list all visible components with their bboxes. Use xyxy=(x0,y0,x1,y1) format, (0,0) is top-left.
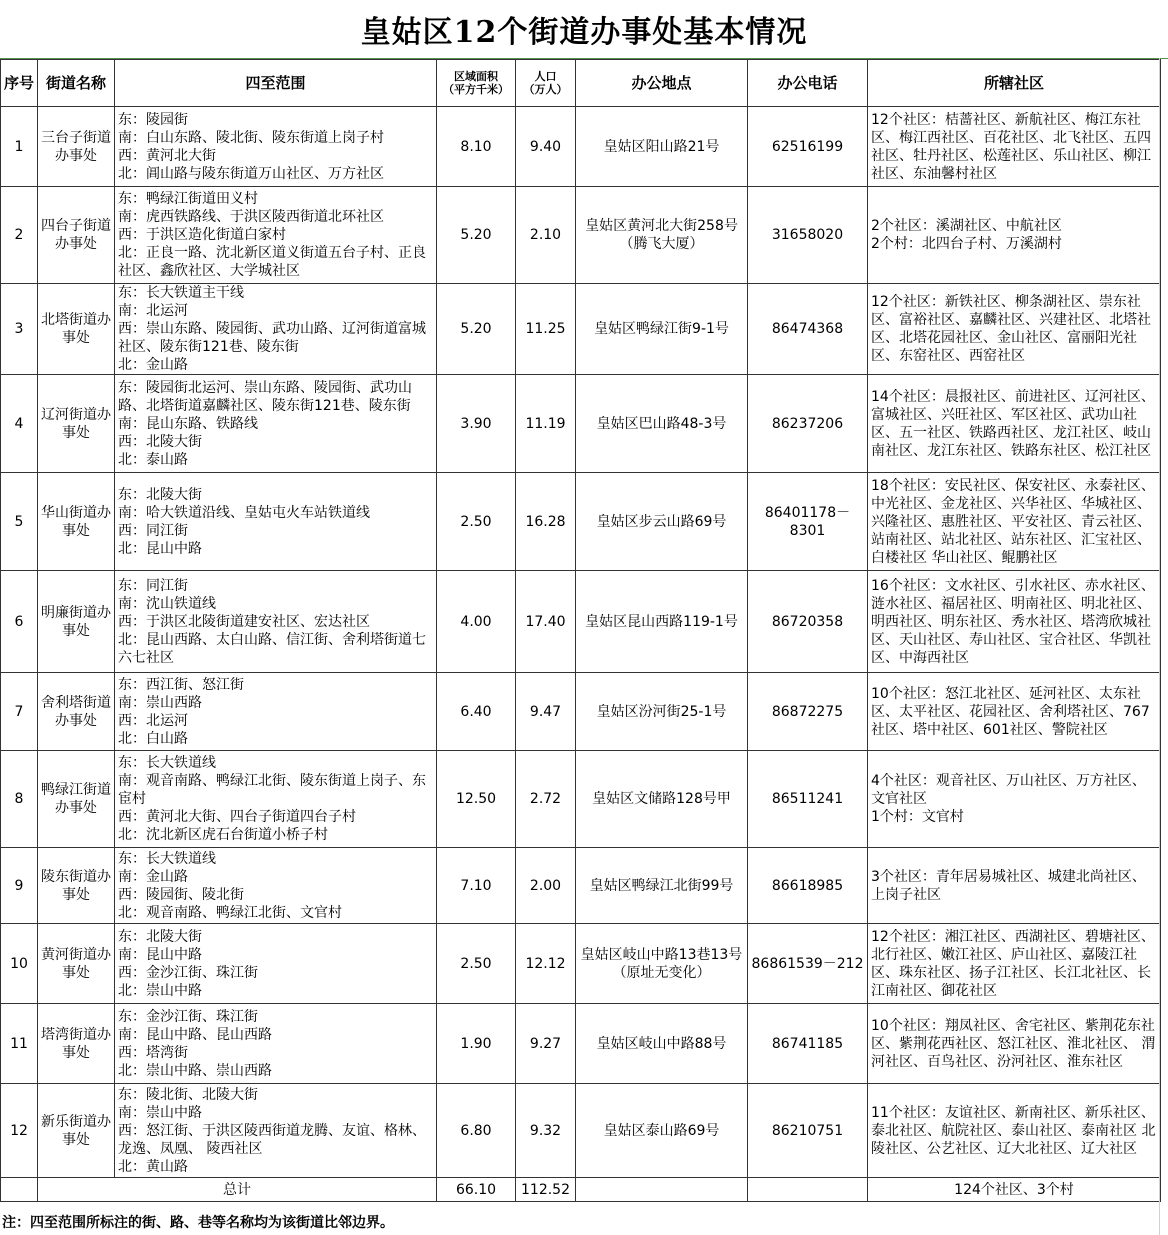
row-index: 9 xyxy=(1,848,38,924)
row-phone: 86474368 xyxy=(748,284,868,375)
row-area: 2.50 xyxy=(437,473,516,571)
row-office: 皇姑区步云山路69号 xyxy=(576,473,748,571)
row-name: 陵东街道办事处 xyxy=(38,848,115,924)
row-communities: 14个社区：晨报社区、前进社区、辽河社区、富城社区、兴旺社区、军区社区、武功山社区、五一社区、铁路西社区、龙江社区、岐山南社区、龙江东社区、铁路东社区、松江社区 xyxy=(868,375,1161,473)
row-communities: 18个社区：安民社区、保安社区、永泰社区、中光社区、金龙社区、兴华社区、华城社区、兴隆社区、惠胜社区、平安社区、青云社区、站南社区、站北社区、站东社区、汇宝社区、白楼社区 华山社区、鲲鹏社区 xyxy=(868,473,1161,571)
row-office: 皇姑区岐山中路13巷13号 （原址无变化） xyxy=(576,924,748,1004)
row-communities: 10个社区：翔凤社区、舍宅社区、紫荆花东社区、紫荆花西社区、怒江社区、淮北社区、 渭河社区、百鸟社区、汾河社区、淮东社区 xyxy=(868,1004,1161,1084)
row-population: 12.12 xyxy=(516,924,576,1004)
table-row xyxy=(1,1084,1161,1178)
row-boundary: 东：长大铁道线 南：金山路 西：陵园街、陵北街 北：观音南路、鸭绿江北街、文官村 xyxy=(115,848,437,924)
table-row xyxy=(1,107,1161,187)
page-title: 皇姑区12个街道办事处基本情况 xyxy=(360,15,808,50)
row-index: 7 xyxy=(1,673,38,751)
header-area xyxy=(437,60,516,107)
row-area: 7.10 xyxy=(437,848,516,924)
row-population: 2.72 xyxy=(516,751,576,848)
table-row xyxy=(1,751,1161,848)
row-area: 6.40 xyxy=(437,673,516,751)
row-phone: 86872275 xyxy=(748,673,868,751)
table-body xyxy=(1,107,1161,1178)
header-name: 街道名称 xyxy=(38,60,115,107)
row-boundary: 东：鸭绿江街道田义村 南：虎西铁路线、于洪区陵西街道北环社区 西：于洪区造化街道白家村 北：正良一路、沈北新区道义街道五台子村、正良社区、鑫欣社区、大学城社区 xyxy=(115,187,437,284)
header-population xyxy=(516,60,576,107)
row-office: 皇姑区黄河北大街258号 （腾飞大厦） xyxy=(576,187,748,284)
row-phone: 86618985 xyxy=(748,848,868,924)
header-row xyxy=(1,60,1161,107)
row-index: 11 xyxy=(1,1004,38,1084)
row-boundary: 东：同江街 南：沈山铁道线 西：于洪区北陵街道建安社区、宏达社区 北：昆山西路、太白山路、信江街、舍利塔街道七六七社区 xyxy=(115,571,437,673)
row-office: 皇姑区鸭绿江街9-1号 xyxy=(576,284,748,375)
sheet-grid-edge xyxy=(1159,58,1168,1235)
row-population: 11.19 xyxy=(516,375,576,473)
title-row xyxy=(0,0,1168,59)
row-population: 9.47 xyxy=(516,673,576,751)
row-communities: 16个社区：文水社区、引水社区、赤水社区、涟水社区、福居社区、明南社区、明北社区、明西社区、明东社区、秀水社区、塔湾欣城社区、天山社区、寿山社区、宝合社区、华凯社区、中海西社区 xyxy=(868,571,1161,673)
row-phone: 86861539－212 xyxy=(748,924,868,1004)
row-communities: 11个社区：友谊社区、新南社区、新乐社区、泰北社区、航院社区、泰山社区、泰南社区 北陵社区、公艺社区、辽大北社区、辽大社区 xyxy=(868,1084,1161,1178)
row-index: 2 xyxy=(1,187,38,284)
row-office: 皇姑区汾河街25-1号 xyxy=(576,673,748,751)
row-index: 1 xyxy=(1,107,38,187)
row-area: 8.10 xyxy=(437,107,516,187)
header-communities: 所辖社区 xyxy=(868,60,1161,107)
row-name: 明廉街道办事处 xyxy=(38,571,115,673)
row-phone: 86401178－8301 xyxy=(748,473,868,571)
row-area: 3.90 xyxy=(437,375,516,473)
header-boundary: 四至范围 xyxy=(115,60,437,107)
row-phone: 86237206 xyxy=(748,375,868,473)
table-row xyxy=(1,1004,1161,1084)
row-population: 9.32 xyxy=(516,1084,576,1178)
row-communities: 10个社区：怒江北社区、延河社区、太东社区、太平社区、花园社区、舍利塔社区、767社区、塔中社区、601社区、警院社区 xyxy=(868,673,1161,751)
row-phone: 31658020 xyxy=(748,187,868,284)
row-name: 北塔街道办事处 xyxy=(38,284,115,375)
row-population: 9.27 xyxy=(516,1004,576,1084)
row-communities: 2个社区：溪湖社区、中航社区 2个村：北四台子村、万溪湖村 xyxy=(868,187,1161,284)
row-area: 4.00 xyxy=(437,571,516,673)
table-row xyxy=(1,924,1161,1004)
row-communities: 12个社区：湘江社区、西湖社区、碧塘社区、北行社区、嫩江社区、庐山社区、嘉陵江社区、珠东社区、扬子江社区、长江北社区、长江南社区、御花社区 xyxy=(868,924,1161,1004)
row-area: 2.50 xyxy=(437,924,516,1004)
row-name: 辽河街道办事处 xyxy=(38,375,115,473)
table-row xyxy=(1,284,1161,375)
row-communities: 4个社区：观音社区、万山社区、万方社区、文官社区 1个村：文官村 xyxy=(868,751,1161,848)
row-boundary: 东：西江街、怒江街 南：崇山西路 西：北运河 北：白山路 xyxy=(115,673,437,751)
table-row xyxy=(1,673,1161,751)
row-office: 皇姑区岐山中路88号 xyxy=(576,1004,748,1084)
total-population: 112.52 xyxy=(516,1178,576,1202)
total-office-cell xyxy=(576,1178,748,1202)
row-index: 5 xyxy=(1,473,38,571)
row-phone: 86210751 xyxy=(748,1084,868,1178)
row-population: 11.25 xyxy=(516,284,576,375)
row-boundary: 东：北陵大街 南：昆山中路 西：金沙江街、珠江街 北：崇山中路 xyxy=(115,924,437,1004)
row-boundary: 东：陵北街、北陵大街 南：崇山中路 西：怒江街、于洪区陵西街道龙腾、友谊、格林、龙逸、凤凰、 陵西社区 北：黄山路 xyxy=(115,1084,437,1178)
row-index: 4 xyxy=(1,375,38,473)
row-index: 10 xyxy=(1,924,38,1004)
total-label: 总计 xyxy=(38,1178,437,1202)
row-name: 华山街道办事处 xyxy=(38,473,115,571)
row-office: 皇姑区文储路128号甲 xyxy=(576,751,748,848)
row-boundary: 东：北陵大街 南：哈大铁道沿线、皇姑屯火车站铁道线 西：同江街 北：昆山中路 xyxy=(115,473,437,571)
total-index-cell xyxy=(1,1178,38,1202)
row-communities: 3个社区：青年居易城社区、城建北尚社区、上岗子社区 xyxy=(868,848,1161,924)
row-boundary: 东：陵园街 南：白山东路、陵北街、陵东街道上岗子村 西：黄河北大街 北：阊山路与陵东街道万山社区、万方社区 xyxy=(115,107,437,187)
row-phone: 62516199 xyxy=(748,107,868,187)
row-name: 新乐街道办事处 xyxy=(38,1084,115,1178)
row-index: 6 xyxy=(1,571,38,673)
row-population: 17.40 xyxy=(516,571,576,673)
row-index: 8 xyxy=(1,751,38,848)
header-phone: 办公电话 xyxy=(748,60,868,107)
footnote: 注：四至范围所标注的街、路、巷等名称均为该街道比邻边界。 xyxy=(2,1215,394,1231)
table-row xyxy=(1,375,1161,473)
row-boundary: 东：金沙江街、珠江街 南：昆山中路、昆山西路 西：塔湾街 北：崇山中路、崇山西路 xyxy=(115,1004,437,1084)
row-phone: 86720358 xyxy=(748,571,868,673)
row-communities: 12个社区：桔蔷社区、新航社区、梅江东社区、梅江西社区、百花社区、北飞社区、五四社区、牡丹社区、松莲社区、乐山社区、柳江社区、东油馨村社区 xyxy=(868,107,1161,187)
row-index: 12 xyxy=(1,1084,38,1178)
row-office: 皇姑区巴山路48-3号 xyxy=(576,375,748,473)
header-pop-line2: （万人） xyxy=(523,83,568,96)
row-population: 16.28 xyxy=(516,473,576,571)
header-area-line2: （平方千米） xyxy=(443,83,509,96)
row-index: 3 xyxy=(1,284,38,375)
row-office: 皇姑区昆山西路119-1号 xyxy=(576,571,748,673)
row-area: 5.20 xyxy=(437,187,516,284)
header-office: 办公地点 xyxy=(576,60,748,107)
total-area: 66.10 xyxy=(437,1178,516,1202)
row-name: 三台子街道办事处 xyxy=(38,107,115,187)
table-row xyxy=(1,187,1161,284)
row-office: 皇姑区阳山路21号 xyxy=(576,107,748,187)
row-name: 四台子街道办事处 xyxy=(38,187,115,284)
row-boundary: 东：长大铁道线 南：观音南路、鸭绿江北街、陵东街道上岗子、东宦村 西：黄河北大街、四台子街道四台子村 北：沈北新区虎石台街道小桥子村 xyxy=(115,751,437,848)
row-office: 皇姑区鸭绿江北街99号 xyxy=(576,848,748,924)
row-population: 9.40 xyxy=(516,107,576,187)
row-area: 5.20 xyxy=(437,284,516,375)
table-row xyxy=(1,848,1161,924)
district-table xyxy=(0,59,1161,1202)
row-phone: 86511241 xyxy=(748,751,868,848)
table-row xyxy=(1,571,1161,673)
row-office: 皇姑区泰山路69号 xyxy=(576,1084,748,1178)
header-pop-line1: 人口 xyxy=(534,70,557,83)
row-area: 6.80 xyxy=(437,1084,516,1178)
row-communities: 12个社区：新铁社区、柳条湖社区、崇东社区、富裕社区、嘉麟社区、兴建社区、北塔社区、北塔花园社区、金山社区、富丽阳光社区、东窑社区、西窑社区 xyxy=(868,284,1161,375)
row-population: 2.00 xyxy=(516,848,576,924)
row-name: 舍利塔街道办事处 xyxy=(38,673,115,751)
row-population: 2.10 xyxy=(516,187,576,284)
row-boundary: 东：长大铁道主干线 南：北运河 西：崇山东路、陵园街、武功山路、辽河街道富城社区、陵东街121巷、陵东街 北：金山路 xyxy=(115,284,437,375)
header-area-line1: 区域面积 xyxy=(454,70,498,83)
row-boundary: 东：陵园街北运河、崇山东路、陵园街、武功山路、北塔街道嘉麟社区、陵东街121巷、陵东街 南：昆山东路、铁路线 西：北陵大街 北：泰山路 xyxy=(115,375,437,473)
total-phone-cell xyxy=(748,1178,868,1202)
total-communities: 124个社区、3个村 xyxy=(868,1178,1161,1202)
row-area: 1.90 xyxy=(437,1004,516,1084)
row-name: 黄河街道办事处 xyxy=(38,924,115,1004)
table-row xyxy=(1,473,1161,571)
total-row xyxy=(1,1178,1161,1202)
row-area: 12.50 xyxy=(437,751,516,848)
row-name: 塔湾街道办事处 xyxy=(38,1004,115,1084)
row-phone: 86741185 xyxy=(748,1004,868,1084)
row-name: 鸭绿江街道办事处 xyxy=(38,751,115,848)
header-index: 序号 xyxy=(1,60,38,107)
